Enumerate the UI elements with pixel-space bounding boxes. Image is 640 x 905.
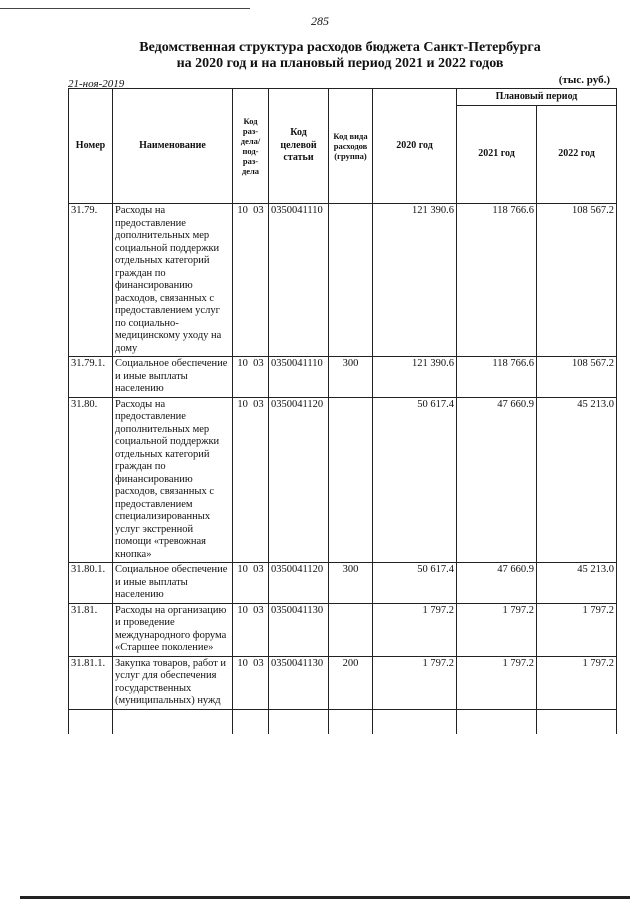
row-name: Расходы на организацию и проведение международного форума «Старшее поколение» (113, 603, 233, 656)
row-section-code (233, 397, 269, 563)
header-plan-period: Плановый период (457, 89, 617, 106)
row-expense-type-code: 300 (329, 357, 373, 398)
row-expense-type-code (329, 204, 373, 357)
row-name: Социальное обеспечение и иные выплаты населению (113, 357, 233, 398)
row-value-2021: 47 660.9 (457, 563, 537, 604)
row-target-code: 0350041110 (269, 357, 329, 398)
row-podrazdel: 03 (253, 205, 264, 216)
header-2021: 2021 год (457, 106, 537, 204)
row-section-code (233, 603, 269, 656)
continuation-cell (113, 709, 233, 734)
row-podrazdel: 03 (253, 358, 264, 369)
continuation-cell (329, 709, 373, 734)
table-row (69, 397, 617, 563)
header-expense-type: Код вида расходов (группа) (329, 89, 373, 204)
page-number: 285 (311, 14, 329, 28)
table-continuation (69, 709, 617, 734)
continuation-cell (457, 709, 537, 734)
row-section-code (233, 563, 269, 604)
title-line-1: Ведомственная структура расходов бюджета Санкт-Петербурга (139, 40, 541, 55)
row-razdel: 10 (237, 205, 248, 216)
row-expense-type-code (329, 603, 373, 656)
row-target-code: 0350041120 (269, 563, 329, 604)
row-section-code (233, 357, 269, 398)
row-section-code (233, 656, 269, 709)
row-section-code (233, 204, 269, 357)
budget-table (68, 88, 617, 734)
row-value-2021: 1 797.2 (457, 656, 537, 709)
row-podrazdel: 03 (253, 398, 264, 410)
table-row (69, 603, 617, 656)
table-row (69, 204, 617, 357)
row-value-2022: 45 213.0 (537, 563, 617, 604)
table-row (69, 656, 617, 709)
row-value-2020: 50 617.4 (373, 563, 457, 604)
row-number: 31.80. (69, 397, 113, 563)
continuation-cell (233, 709, 269, 734)
row-expense-type-code: 200 (329, 656, 373, 709)
title-line-2: на 2020 год и на плановый период 2021 и 2022 годов (176, 56, 504, 71)
row-value-2020: 50 617.4 (373, 397, 457, 563)
row-target-code: 0350041130 (269, 603, 329, 656)
header-target: Код целевой статьи (269, 89, 329, 204)
row-number: 31.81.1. (69, 656, 113, 709)
bottom-rule (20, 896, 630, 899)
row-value-2021: 118 766.6 (457, 357, 537, 398)
row-value-2021: 118 766.6 (457, 204, 537, 357)
row-target-code: 0350041130 (269, 656, 329, 709)
row-podrazdel: 03 (253, 604, 264, 616)
row-target-code: 0350041110 (269, 204, 329, 357)
header-2020: 2020 год (373, 89, 457, 204)
row-value-2020: 1 797.2 (373, 656, 457, 709)
row-number: 31.79.1. (69, 357, 113, 398)
row-value-2021: 47 660.9 (457, 397, 537, 563)
row-value-2020: 1 797.2 (373, 603, 457, 656)
header-2022: 2022 год (537, 106, 617, 204)
row-razdel: 10 (237, 398, 248, 410)
row-value-2022: 108 567.2 (537, 357, 617, 398)
row-value-2020: 121 390.6 (373, 204, 457, 357)
row-razdel: 10 (237, 564, 248, 575)
table-row (69, 563, 617, 604)
row-name: Закупка товаров, работ и услуг для обеспечения государственных (муниципальных) нужд (113, 656, 233, 709)
row-value-2020: 121 390.6 (373, 357, 457, 398)
row-target-code: 0350041120 (269, 397, 329, 563)
row-value-2022: 1 797.2 (537, 603, 617, 656)
row-name: Расходы на предоставление дополнительных мер социальной поддержки отдельных категорий граждан по финансированию расходов, связанных с предоставлением специализированных услуг экстренной помощи «тревожная кнопка» (113, 397, 233, 563)
row-razdel: 10 (237, 604, 248, 616)
row-podrazdel: 03 (253, 564, 264, 575)
row-razdel: 10 (237, 657, 248, 669)
row-name: Социальное обеспечение и иные выплаты населению (113, 563, 233, 604)
document-title (120, 40, 560, 72)
row-value-2022: 108 567.2 (537, 204, 617, 357)
units-label: (тыс. руб.) (558, 74, 610, 86)
row-value-2022: 1 797.2 (537, 656, 617, 709)
header-name: Наименование (113, 89, 233, 204)
row-razdel: 10 (237, 358, 248, 369)
continuation-cell (537, 709, 617, 734)
header-section: Код раз-дела/ под-раз-дела (233, 89, 269, 204)
row-value-2022: 45 213.0 (537, 397, 617, 563)
table-row (69, 357, 617, 398)
row-number: 31.81. (69, 603, 113, 656)
continuation-cell (269, 709, 329, 734)
row-expense-type-code (329, 397, 373, 563)
row-value-2021: 1 797.2 (457, 603, 537, 656)
row-podrazdel: 03 (253, 657, 264, 669)
row-name: Расходы на предоставление дополнительных мер социальной поддержки отдельных категорий граждан по финансированию расходов, связанных с предоставлением услуг по социально-медицинскому уходу на дому (113, 204, 233, 357)
continuation-cell (373, 709, 457, 734)
row-number: 31.80.1. (69, 563, 113, 604)
top-rule (0, 8, 250, 9)
continuation-cell (69, 709, 113, 734)
header-number: Номер (69, 89, 113, 204)
row-expense-type-code: 300 (329, 563, 373, 604)
document-date: 21-ноя-2019 (68, 78, 125, 90)
row-number: 31.79. (69, 204, 113, 357)
